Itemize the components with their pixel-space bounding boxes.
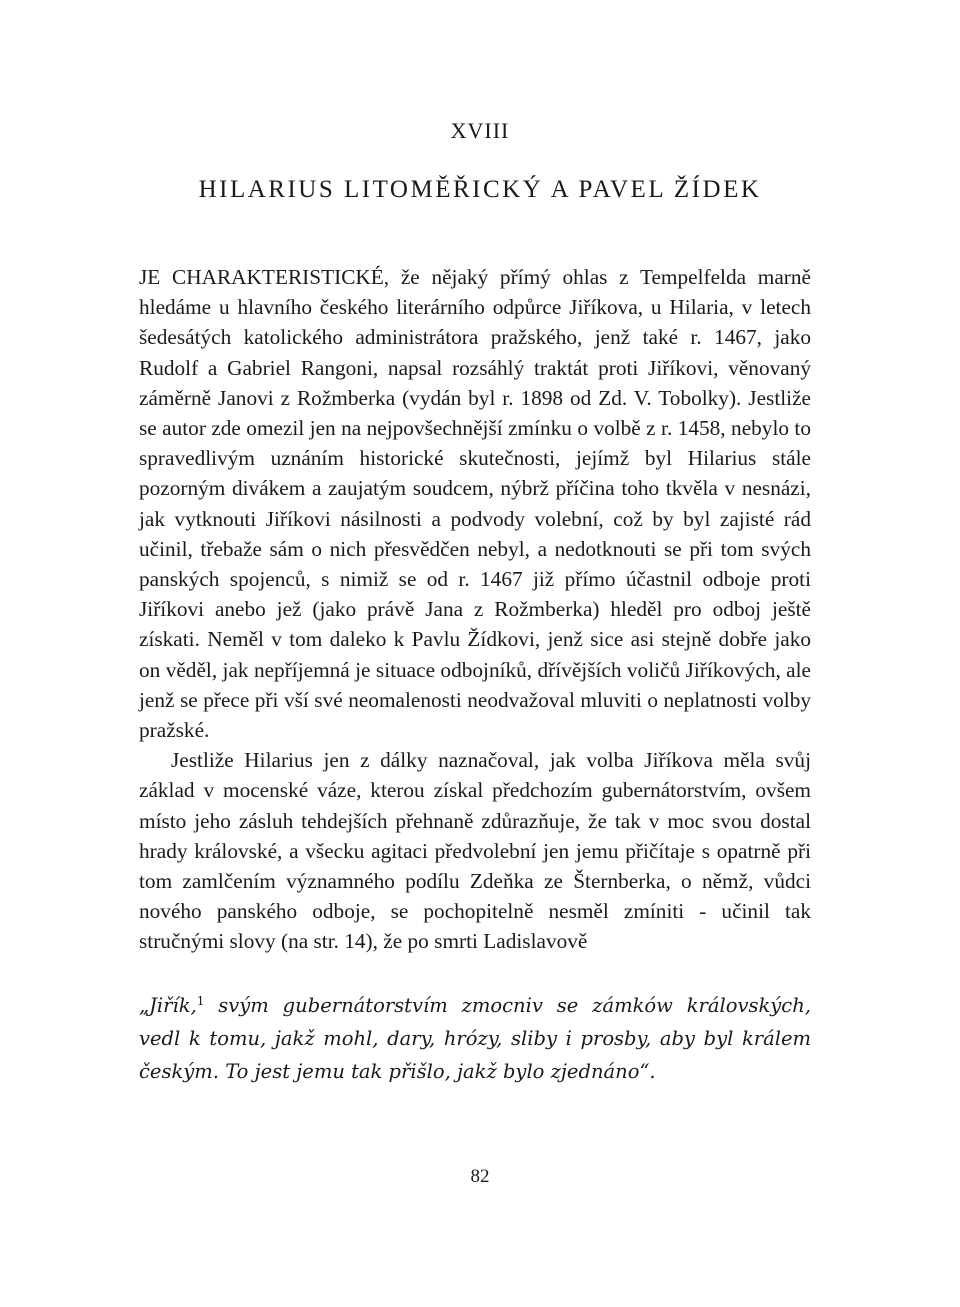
quote-text: svým gubernátorstvím zmocniv se zámków královských, vedl k tomu, jakž mohl, dary, hrózy, sliby i prosby, aby byl králem českým. To jest jemu tak přišlo, jakž bylo zjednáno“. xyxy=(139,994,811,1083)
quote-open: „Jiřík, xyxy=(139,994,197,1017)
paragraph-lead: JE CHARAKTERISTICKÉ, xyxy=(139,265,390,289)
body-text xyxy=(139,262,811,957)
paragraph-1 xyxy=(139,262,811,745)
footnote-mark: 1 xyxy=(196,994,205,1008)
chapter-number: XVIII xyxy=(450,118,510,143)
chapter-title: HILARIUS LITOMĚŘICKÝ A PAVEL ŽÍDEK xyxy=(198,176,762,203)
paragraph-2: Jestliže Hilarius jen z dálky naznačoval, jak volba Jiříkova měla svůj základ v mocenské váze, kterou získal předchozím gubernátorstvím, ovšem místo jeho zásluh tehdejších přehnaně zdůrazňuje, že tak v moc svou dostal hrady královské, a všecku agitaci předvolební jen jemu přičítaje s opatrně při tom zamlčením významného podílu Zdeňka ze Šternberka, o němž, vůdci nového panského odboje, se pochopitelně nesměl zmíniti - učinil tak stručnými slovy (na str. 14), že po smrti Ladislavově xyxy=(139,748,811,954)
page-number: 82 xyxy=(470,1166,490,1187)
paragraph-1-text: že nějaký přímý ohlas z Tempelfelda marně hledáme u hlavního českého literárního odpůrce Jiříkova, u Hilaria, v letech šedesátých katolického administrátora pražského, jenž také r. 1467, jako Rudolf a Gabriel Rangoni, napsal rozsáhlý traktát proti Jiříkovi, věnovaný záměrně Janovi z Rožmberka (vydán byl r. 1898 od Zd. V. Tobolky). Jestliže se autor zde omezil jen na nejpovšechnější zmínku o volbě z r. 1458, nebylo to spravedlivým uznáním historické skutečnosti, jejímž byl Hilarius stále pozorným divákem a zaujatým soudcem, nýbrž příčina toho tkvěla v nesnázi, jak vytknouti Jiříkovi násilnosti a podvody volební, což by byl zajisté rád učinil, třebaže sám o nich přesvědčen nebyl, a nedotknouti se při tom svých panských spojenců, s nimiž se od r. 1467 již přímo účastnil odboje proti Jiříkovi anebo jež (jako právě Jana z Rožmberka) hleděl pro odboj ještě získati. Neměl v tom daleko k Pavlu Žídkovi, jenž sice asi stejně dobře jako on věděl, jak nepříjemná je situace odbojníků, dřívějších voličů Jiříkových, ale jenž se přece při vší své neomalenosti neodvažoval mluviti o neplatnosti volby pražské. xyxy=(139,265,811,743)
block-quote xyxy=(139,985,811,1088)
